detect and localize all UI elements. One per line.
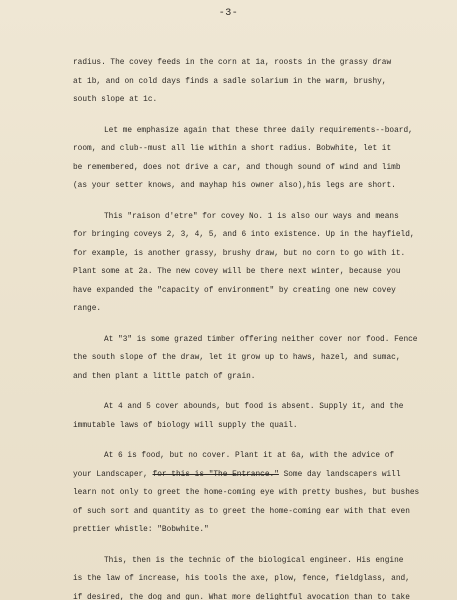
text-line: for example, is another grassy, brushy draw, but no corn to go with it. [73,249,406,258]
text-line: for bringing coveys 2, 3, 4, 5, and 6 into existence. Up in the hayfield, [73,231,415,239]
text-line: and then plant a little patch of grain. [73,372,256,381]
text-line: room, and club--must all lie within a short radius. Bobwhite, let it [73,145,392,153]
text-line: south slope at 1c. [73,96,158,104]
text-fragment: your Landscaper, [73,470,153,479]
text-fragment: Some day landscapers will [278,470,401,479]
paragraph-7 [73,552,425,600]
text-line: of such sort and quantity as to greet the home-coming ear with that even [73,507,410,516]
text-line: the south slope of the draw, let it grow up to haws, hazel, and sumac, [73,354,401,362]
text-line: At 4 and 5 cover abounds, but food is absent. Supply it, and the [104,403,404,411]
text-line: At "3" is some grazed timber offering neither cover nor food. Fence [104,335,418,344]
text-line: range. [73,305,102,313]
text-line: At 6 is food, but no cover. Plant it at 6a, with the advice of [104,452,395,460]
struck-text: for this is "The Entrance." [152,470,279,479]
text-line: Let me emphasize again that these three daily requirements--board, [104,126,413,135]
text-line: immutable laws of biology will supply the quail. [73,421,298,430]
paragraph-1 [73,54,425,110]
paragraph-5 [73,398,425,435]
text-line: be remembered, does not drive a car, and though sound of wind and limb [73,163,401,172]
faint-stamp [365,8,415,33]
text-line: Plant some at 2a. The new covey will be there next winter, because you [73,268,401,276]
text-line: This, then is the technic of the biological engineer. His engine [104,556,404,565]
paragraph-6 [73,447,425,540]
text-line: have expanded the "capacity of environment" by creating one new covey [73,286,396,295]
text-line: radius. The covey feeds in the corn at 1a, roosts in the grassy draw [73,59,392,67]
document-body [73,54,425,600]
text-line: if desired, the dog and gun. What more delightful avocation than to take [73,593,410,600]
text-line: learn not only to greet the home-coming eye with pretty bushes, but bushes [73,489,420,497]
text-line: is the law of increase, his tools the axe, plow, fence, fieldglass, and, [73,575,410,583]
text-line: This "raison d'etre" for covey No. 1 is also our ways and means [104,212,399,221]
paragraph-4 [73,331,425,387]
text-line: prettier whistle: "Bobwhite." [73,526,209,534]
paragraph-3 [73,208,425,319]
page-number: -3- [218,8,239,19]
text-line [73,466,425,485]
paragraph-2 [73,122,425,196]
text-line: at 1b, and on cold days finds a sadle solarium in the warm, brushy, [73,77,387,86]
text-line: (as your setter knows, and mayhap his owner also),his legs are short. [73,182,396,190]
